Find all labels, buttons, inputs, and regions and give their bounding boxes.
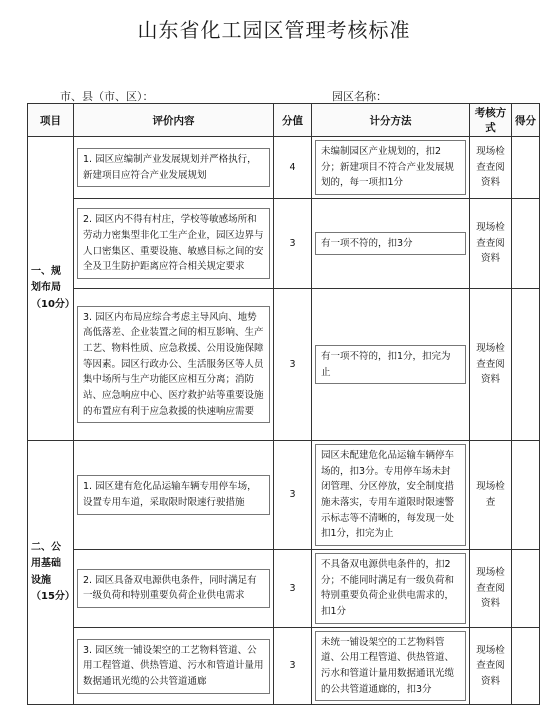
row-content: 2. 园区具备双电源供电条件，同时满足有一级负荷和特别重要负荷企业供电需求 [77,569,270,608]
row-method: 现场检查查阅资料 [470,199,512,289]
row-scoring: 园区未配建危化品运输车辆停车场的，扣3分。专用停车场未封闭管理、分区停放，安全制度措施未落实，专用车道限时限速警示标志等不清晰的，每发现一处扣1分，扣完为止 [315,444,466,546]
table-header-row [28,104,540,137]
table-row [28,627,540,705]
category-planning-layout: 一、规划布局（10分） [28,137,74,441]
header-scoring-method: 计分方法 [312,104,470,137]
row-scoring: 不具备双电源供电条件的，扣2分；不能同时满足有一级负荷和特别重要负荷企业供电需求的，扣1分 [315,553,466,624]
table-row [28,441,540,550]
table-row [28,289,540,441]
park-name-label: 园区名称： [332,90,387,103]
row-content: 1. 园区建有危化品运输车辆专用停车场，设置专用车道，采取限时限速行驶措施 [77,475,270,514]
row-content: 2. 园区内不得有村庄，学校等敏感场所和劳动力密集型非化工生产企业，园区边界与人口密集区、重要设施、敏感目标之间的安全及卫生防护距离应符合相关规定要求 [77,208,270,279]
row-scoring: 未统一铺设架空的工艺物料管道、公用工程管道、供热管道、污水和管道计量用数据通讯光缆的公共管道通廊的，扣3分 [315,631,466,702]
document-title: 山东省化工园区管理考核标准 [137,18,411,42]
row-points [512,441,540,550]
assessment-table [27,103,540,705]
row-content: 3. 园区统一铺设架空的工艺物料管道、公用工程管道、供热管道、污水和管道计量用数据通讯光缆的公共管道通廊 [77,639,270,694]
row-points [512,627,540,705]
row-method: 现场检查查阅资料 [470,550,512,628]
table-row [28,199,540,289]
row-method: 现场检查查阅资料 [470,627,512,705]
row-score: 3 [274,441,312,550]
row-method: 现场检查查阅资料 [470,289,512,441]
row-points [512,289,540,441]
row-method: 现场检查 [470,441,512,550]
row-score: 3 [274,289,312,441]
row-scoring: 有一项不符的，扣1分，扣完为止 [315,345,466,384]
row-points [512,137,540,199]
header-score: 分值 [274,104,312,137]
header-content: 评价内容 [74,104,274,137]
row-points [512,550,540,628]
city-county-label: 市、县（市、区）： [60,90,154,103]
header-assessment-method: 考核方式 [470,104,512,137]
category-public-infrastructure: 二、公用基础设施（15分） [28,441,74,705]
row-content: 1. 园区应编制产业发展规划并严格执行，新建项目应符合产业发展规划 [77,148,270,187]
header-item: 项目 [28,104,74,137]
header-points: 得分 [512,104,540,137]
row-points [512,199,540,289]
row-score: 4 [274,137,312,199]
row-scoring: 有一项不符的，扣3分 [315,232,466,256]
row-scoring: 未编制园区产业规划的，扣2分；新建项目不符合产业发展规划的，每一项扣1分 [315,140,466,195]
row-method: 现场检查查阅资料 [470,137,512,199]
table-row [28,550,540,628]
row-score: 3 [274,550,312,628]
row-score: 3 [274,199,312,289]
row-content: 3. 园区内布局应综合考虑主导风向、地势高低落差、企业装置之间的相互影响、生产工艺、物料性质、应急救援、公用设施保障等因素。园区行政办公、生活服务区等人员集中场所与生产功能区应相互分离；消防站、应急响应中心、医疗救护站等重要设施的布置应有利于应急救援的快速响应需要 [77,306,270,424]
row-score: 3 [274,627,312,705]
table-row [28,137,540,199]
